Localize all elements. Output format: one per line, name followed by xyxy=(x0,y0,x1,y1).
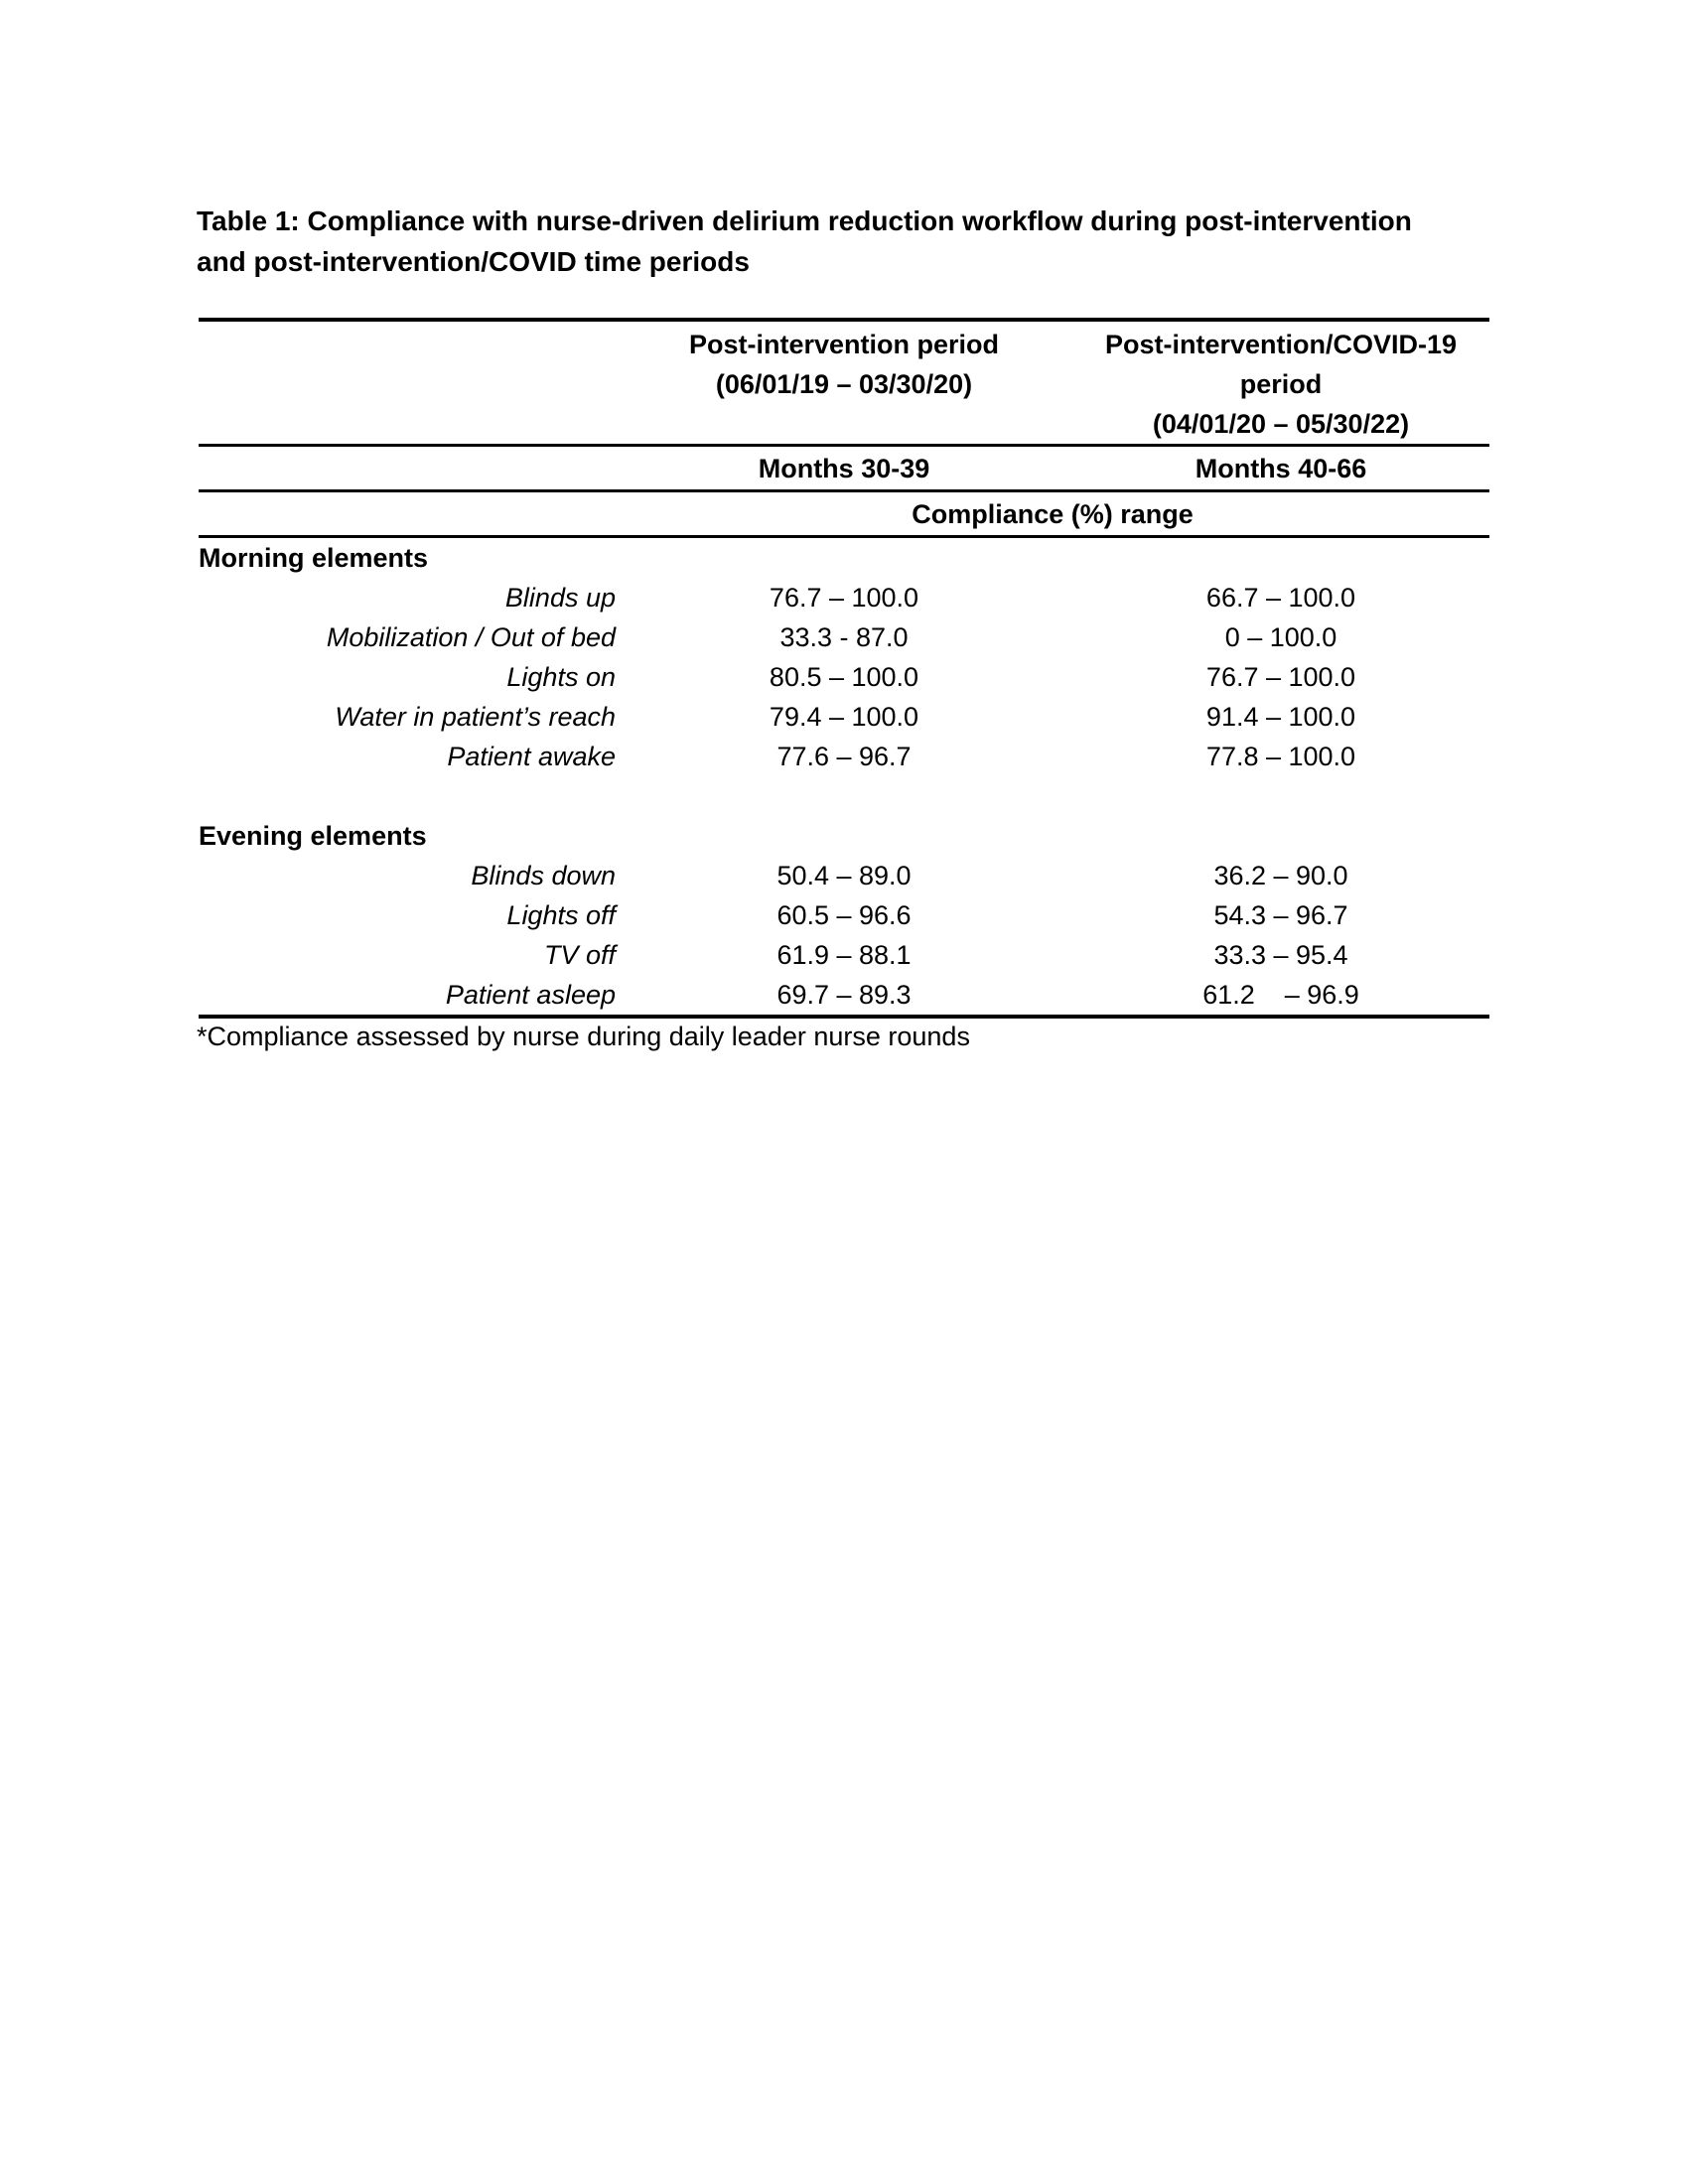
post-intervention-range: 77.6 – 96.7 xyxy=(776,742,912,771)
section-row-morning xyxy=(199,537,1489,579)
table-row-blinds-up xyxy=(199,578,1489,617)
spacer-row xyxy=(199,776,1489,816)
row-label-lights-off: Lights off xyxy=(506,900,616,930)
months-30-39-header: Months 30-39 xyxy=(616,446,1072,491)
section-label-evening: Evening elements xyxy=(199,821,427,851)
covid-range: 66.7 – 100.0 xyxy=(1205,583,1356,613)
row-label-patient-awake: Patient awake xyxy=(447,742,616,771)
empty-cell xyxy=(616,816,1072,856)
empty-header-cell xyxy=(199,491,616,537)
row-label-mobilization: Mobilization / Out of bed xyxy=(326,622,616,652)
table-row-patient-asleep xyxy=(199,975,1489,1017)
period-header-line: (04/01/20 – 05/30/22) xyxy=(1152,409,1410,439)
period-header-line: Post-intervention period xyxy=(688,330,1000,359)
empty-cell xyxy=(616,537,1072,579)
table-row-lights-off xyxy=(199,895,1489,935)
compliance-range-header-row xyxy=(199,491,1489,537)
table-footnote: *Compliance assessed by nurse during daily leader nurse rounds xyxy=(197,1022,970,1051)
empty-cell xyxy=(1072,776,1489,816)
period-header-line: period xyxy=(1239,369,1323,399)
table-caption-line2: and post-intervention/COVID time periods xyxy=(197,246,750,277)
covid-range: 0 – 100.0 xyxy=(1224,622,1337,652)
covid-range: 36.2 – 90.0 xyxy=(1213,861,1348,890)
covid-range: 91.4 – 100.0 xyxy=(1205,702,1356,732)
table-row-blinds-down xyxy=(199,856,1489,895)
empty-header-cell xyxy=(199,320,616,446)
period-header-post-intervention xyxy=(616,320,1072,446)
period-header-covid xyxy=(1072,320,1489,446)
post-intervention-range: 50.4 – 89.0 xyxy=(776,861,912,890)
period-header-row xyxy=(199,320,1489,446)
post-intervention-range: 69.7 – 89.3 xyxy=(776,980,912,1010)
covid-range: 54.3 – 96.7 xyxy=(1213,900,1348,930)
compliance-table xyxy=(199,318,1489,1019)
covid-range: 61.2 – 96.9 xyxy=(1202,980,1359,1010)
section-label-morning: Morning elements xyxy=(199,543,429,573)
row-label-blinds-up: Blinds up xyxy=(504,583,616,613)
covid-range: 77.8 – 100.0 xyxy=(1205,742,1356,771)
section-row-evening xyxy=(199,816,1489,856)
months-header-row xyxy=(199,446,1489,491)
empty-cell xyxy=(199,776,616,816)
post-intervention-range: 80.5 – 100.0 xyxy=(769,662,919,692)
covid-range: 76.7 – 100.0 xyxy=(1205,662,1356,692)
table-row-patient-awake xyxy=(199,737,1489,776)
table-caption-line1: Table 1: Compliance with nurse-driven delirium reduction workflow during post-intervention xyxy=(197,205,1412,236)
row-label-tv-off: TV off xyxy=(543,940,616,970)
post-intervention-range: 61.9 – 88.1 xyxy=(776,940,912,970)
post-intervention-range: 33.3 - 87.0 xyxy=(779,622,909,652)
empty-cell xyxy=(616,776,1072,816)
post-intervention-range: 79.4 – 100.0 xyxy=(769,702,919,732)
post-intervention-range: 60.5 – 96.6 xyxy=(776,900,912,930)
post-intervention-range: 76.7 – 100.0 xyxy=(769,583,919,613)
period-header-line: (06/01/19 – 03/30/20) xyxy=(715,369,973,399)
empty-header-cell xyxy=(199,446,616,491)
period-header-line: Post-intervention/COVID-19 xyxy=(1104,330,1458,359)
table-row-tv-off xyxy=(199,935,1489,975)
table-caption xyxy=(197,201,1587,282)
table-row-water-reach xyxy=(199,697,1489,737)
empty-cell xyxy=(1072,816,1489,856)
row-label-patient-asleep: Patient asleep xyxy=(445,980,616,1010)
row-label-water-reach: Water in patient’s reach xyxy=(335,702,616,732)
months-40-66-header: Months 40-66 xyxy=(1072,446,1489,491)
compliance-range-header: Compliance (%) range xyxy=(616,491,1489,537)
covid-range: 33.3 – 95.4 xyxy=(1213,940,1348,970)
empty-cell xyxy=(1072,537,1489,579)
row-label-lights-on: Lights on xyxy=(506,662,616,692)
row-label-blinds-down: Blinds down xyxy=(471,861,616,890)
table-row-lights-on xyxy=(199,657,1489,697)
table-row-mobilization xyxy=(199,617,1489,657)
